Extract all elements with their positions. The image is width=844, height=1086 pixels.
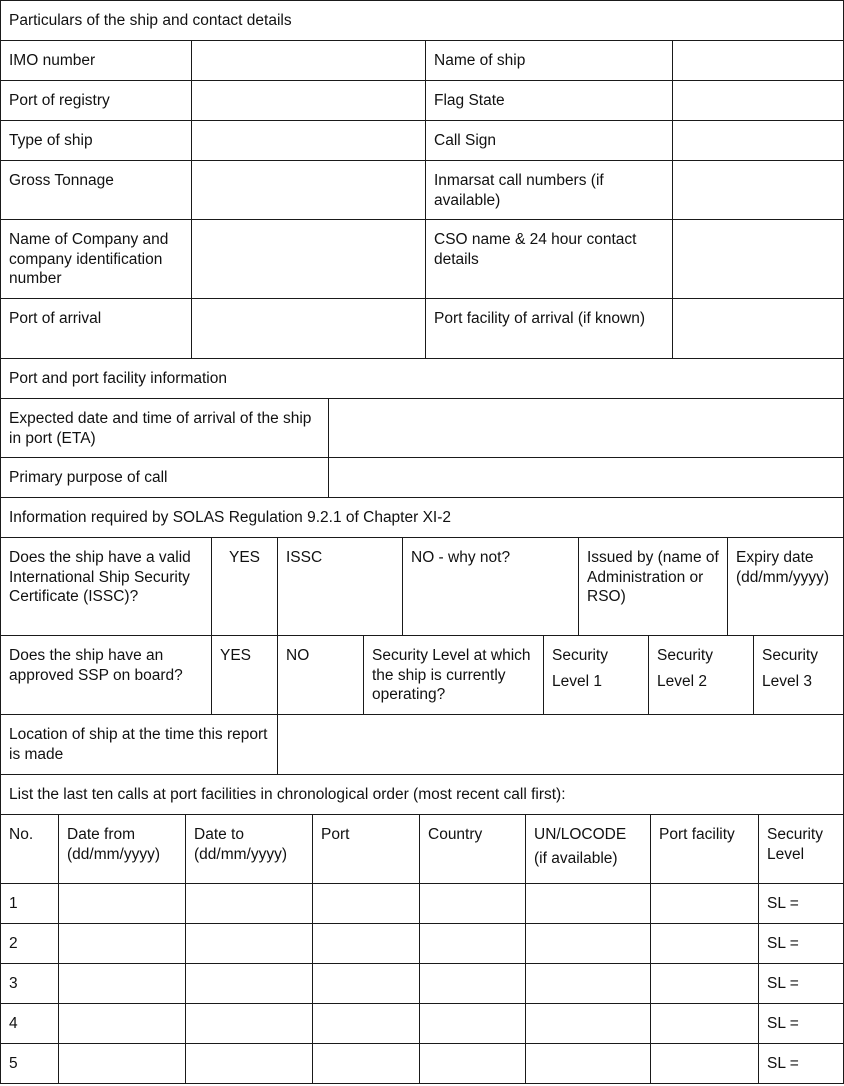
flag-state-field[interactable]	[672, 80, 844, 121]
security-level-question: Security Level at which the ship is currently operating?	[363, 635, 544, 715]
call-row-4-port[interactable]	[312, 1003, 420, 1044]
call-row-2-country[interactable]	[419, 923, 526, 964]
port-of-registry-label: Port of registry	[0, 80, 192, 121]
call-row-5-port-facility[interactable]	[650, 1043, 759, 1084]
port-facility-of-arrival-field[interactable]	[672, 298, 844, 359]
issc-field[interactable]: ISSC	[277, 537, 403, 636]
call-row-3-date-from[interactable]	[58, 963, 186, 1004]
call-row-2-date-to[interactable]	[185, 923, 313, 964]
port-facility-of-arrival-label: Port facility of arrival (if known)	[425, 298, 673, 359]
company-field[interactable]	[191, 219, 426, 299]
call-row-1-security-level[interactable]: SL =	[758, 883, 844, 924]
call-sign-field[interactable]	[672, 120, 844, 161]
call-row-4-date-to[interactable]	[185, 1003, 313, 1044]
call-row-1-port-facility[interactable]	[650, 883, 759, 924]
call-row-3-security-level[interactable]: SL =	[758, 963, 844, 1004]
col-header-country: Country	[419, 814, 526, 884]
security-level-2-word: Security	[657, 647, 713, 664]
company-label: Name of Company and company identification number	[0, 219, 192, 299]
call-row-3-port[interactable]	[312, 963, 420, 1004]
particulars-heading	[0, 0, 844, 41]
ssp-yes-option[interactable]: YES	[211, 635, 278, 715]
calls-heading: List the last ten calls at port facilities in chronological order (most recent call first):	[0, 774, 844, 815]
particulars-heading-text: Particulars of the ship and contact details	[9, 12, 292, 29]
call-row-2-date-from[interactable]	[58, 923, 186, 964]
call-row-1-no: 1	[0, 883, 59, 924]
call-row-2-port[interactable]	[312, 923, 420, 964]
issc-no-option[interactable]: NO - why not?	[402, 537, 579, 636]
security-level-3-number: Level 3	[762, 672, 812, 690]
imo-number-label: IMO number	[0, 40, 192, 81]
col-header-unlocode	[525, 814, 651, 884]
issc-yes-option[interactable]: YES	[211, 537, 278, 636]
imo-number-field[interactable]	[191, 40, 426, 81]
col-header-unlocode-title: UN/LOCODE	[534, 826, 627, 843]
eta-field[interactable]	[328, 398, 844, 458]
call-row-5-security-level[interactable]: SL =	[758, 1043, 844, 1084]
col-header-date-to: Date to (dd/mm/yyyy)	[185, 814, 313, 884]
location-label: Location of ship at the time this report is made	[0, 714, 278, 775]
col-header-port: Port	[312, 814, 420, 884]
cso-field[interactable]	[672, 219, 844, 299]
security-level-3-option[interactable]	[753, 635, 844, 715]
call-row-1-port[interactable]	[312, 883, 420, 924]
location-field[interactable]	[277, 714, 844, 775]
call-row-3-date-to[interactable]	[185, 963, 313, 1004]
call-row-4-security-level[interactable]: SL =	[758, 1003, 844, 1044]
gross-tonnage-field[interactable]	[191, 160, 426, 220]
security-level-3-word: Security	[762, 647, 818, 664]
port-of-registry-field[interactable]	[191, 80, 426, 121]
call-row-2-no: 2	[0, 923, 59, 964]
gross-tonnage-label: Gross Tonnage	[0, 160, 192, 220]
security-level-2-option[interactable]	[648, 635, 754, 715]
call-row-4-no: 4	[0, 1003, 59, 1044]
call-row-3-port-facility[interactable]	[650, 963, 759, 1004]
issued-by-field[interactable]: Issued by (name of Administration or RSO)	[578, 537, 728, 636]
call-row-1-date-from[interactable]	[58, 883, 186, 924]
call-row-5-country[interactable]	[419, 1043, 526, 1084]
issc-question: Does the ship have a valid International Ship Security Certificate (ISSC)?	[0, 537, 212, 636]
ssp-no-option[interactable]: NO	[277, 635, 364, 715]
security-level-1-word: Security	[552, 647, 608, 664]
flag-state-label: Flag State	[425, 80, 673, 121]
call-row-2-port-facility[interactable]	[650, 923, 759, 964]
inmarsat-label: Inmarsat call numbers (if available)	[425, 160, 673, 220]
port-of-arrival-field[interactable]	[191, 298, 426, 359]
port-info-heading: Port and port facility information	[0, 358, 844, 399]
col-header-security-level: Security Level	[758, 814, 844, 884]
call-row-3-unlocode[interactable]	[525, 963, 651, 1004]
eta-label: Expected date and time of arrival of the ship in port (ETA)	[0, 398, 329, 458]
call-row-2-security-level[interactable]: SL =	[758, 923, 844, 964]
name-of-ship-field[interactable]	[672, 40, 844, 81]
call-row-3-country[interactable]	[419, 963, 526, 1004]
port-of-arrival-label: Port of arrival	[0, 298, 192, 359]
call-row-3-no: 3	[0, 963, 59, 1004]
col-header-unlocode-sub: (if available)	[534, 849, 618, 867]
call-row-5-unlocode[interactable]	[525, 1043, 651, 1084]
name-of-ship-label: Name of ship	[425, 40, 673, 81]
call-row-5-date-to[interactable]	[185, 1043, 313, 1084]
expiry-date-field[interactable]: Expiry date (dd/mm/yyyy)	[727, 537, 844, 636]
purpose-label: Primary purpose of call	[0, 457, 329, 498]
type-of-ship-field[interactable]	[191, 120, 426, 161]
col-header-port-facility: Port facility	[650, 814, 759, 884]
call-row-5-date-from[interactable]	[58, 1043, 186, 1084]
solas-heading: Information required by SOLAS Regulation 9.2.1 of Chapter XI-2	[0, 497, 844, 538]
call-row-4-port-facility[interactable]	[650, 1003, 759, 1044]
call-row-5-no: 5	[0, 1043, 59, 1084]
call-row-2-unlocode[interactable]	[525, 923, 651, 964]
ssp-question: Does the ship have an approved SSP on board?	[0, 635, 212, 715]
security-level-2-number: Level 2	[657, 672, 707, 690]
call-row-5-port[interactable]	[312, 1043, 420, 1084]
inmarsat-field[interactable]	[672, 160, 844, 220]
type-of-ship-label: Type of ship	[0, 120, 192, 161]
call-row-1-date-to[interactable]	[185, 883, 313, 924]
call-row-1-unlocode[interactable]	[525, 883, 651, 924]
call-row-1-country[interactable]	[419, 883, 526, 924]
purpose-field[interactable]	[328, 457, 844, 498]
col-header-no: No.	[0, 814, 59, 884]
col-header-date-from: Date from (dd/mm/yyyy)	[58, 814, 186, 884]
call-sign-label: Call Sign	[425, 120, 673, 161]
cso-label: CSO name & 24 hour contact details	[425, 219, 673, 299]
call-row-4-country[interactable]	[419, 1003, 526, 1044]
call-row-4-date-from[interactable]	[58, 1003, 186, 1044]
security-level-1-number: Level 1	[552, 672, 602, 690]
call-row-4-unlocode[interactable]	[525, 1003, 651, 1044]
security-level-1-option[interactable]	[543, 635, 649, 715]
